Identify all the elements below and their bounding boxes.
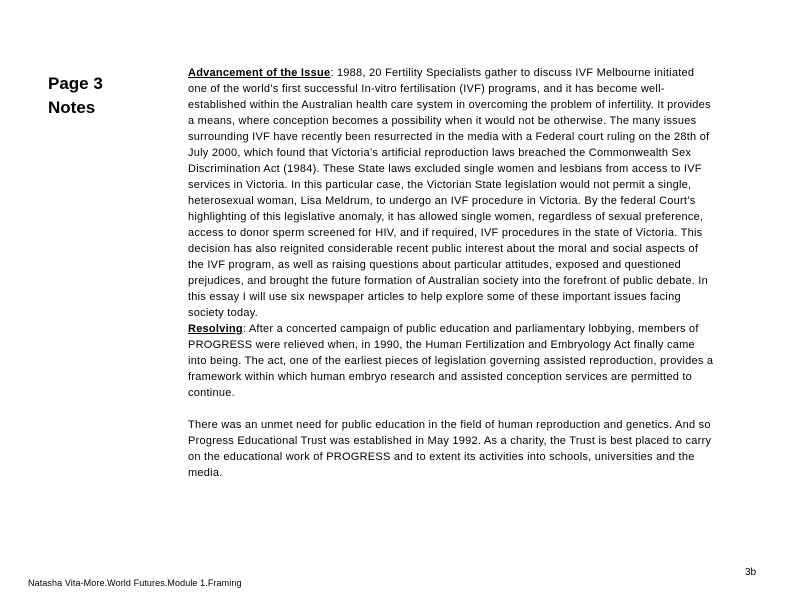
advancement-heading: Advancement of the Issue: [188, 67, 331, 79]
resolving-paragraph: [188, 321, 716, 401]
footer-credit: Natasha Vita-More.World Futures.Module 1.Framing: [28, 578, 242, 588]
advancement-paragraph: [188, 65, 716, 321]
resolving-text: : After a concerted campaign of public education and parliamentary lobbying, members of PROGRESS were relieved when, in 1990, the Human Fertilization and Embryology Act finally came into being. The act, one of the earliest pieces of legislation governing assisted reproduction, provides a framework within which human embryo research and assisted conception services are permitted to continue.: [188, 323, 714, 399]
resolving-heading: Resolving: [188, 323, 243, 335]
page-title-line-1: Page 3: [48, 74, 103, 93]
advancement-text: : 1988, 20 Fertility Specialists gather to discuss IVF Melbourne initiated one of the world’s first successful In-vitro fertilisation (IVF) programs, and it has become well-established within the Australian health care system in overcoming the problem of infertility. It provides a means, where conception becomes a possibility when it would not be otherwise. The many issues surrounding IVF have recently been resurrected in the media with a Federal court ruling on the 28th of July 2000, which found that Victoria’s artificial reproduction laws breached the Commonwealth Sex Discrimination Act (1984). These State laws excluded single women and lesbians from access to IVF services in Victoria. In this particular case, the Victorian State legislation would not permit a single, heterosexual woman, Lisa Meldrum, to undergo an IVF procedure in Victoria. By the federal Court’s highlighting of this legislative anomaly, it has allowed single women, regardless of sexual preference, access to donor sperm screened for HIV, and if required, IVF procedures in the state of Victoria. This decision has also reignited considerable recent public interest about the moral and social aspects of the IVF program, as well as raising questions about particular attitudes, exposed and questioned prejudices, and brought the future formation of Australian society into the forefront of public debate. In this essay I will use six newspaper articles to help explore some of these important issues facing society today.: [188, 67, 711, 319]
page-number: 3b: [745, 567, 757, 578]
notes-body: [188, 65, 716, 481]
paragraph-spacer: [188, 401, 716, 417]
closing-paragraph: There was an unmet need for public education in the field of human reproduction and genetics. And so Progress Educational Trust was established in May 1992. As a charity, the Trust is best placed to carry on the educational work of PROGRESS and to extent its activities into schools, universities and the media.: [188, 419, 712, 479]
page-title-line-2: Notes: [48, 98, 96, 117]
page-title: [48, 72, 168, 120]
